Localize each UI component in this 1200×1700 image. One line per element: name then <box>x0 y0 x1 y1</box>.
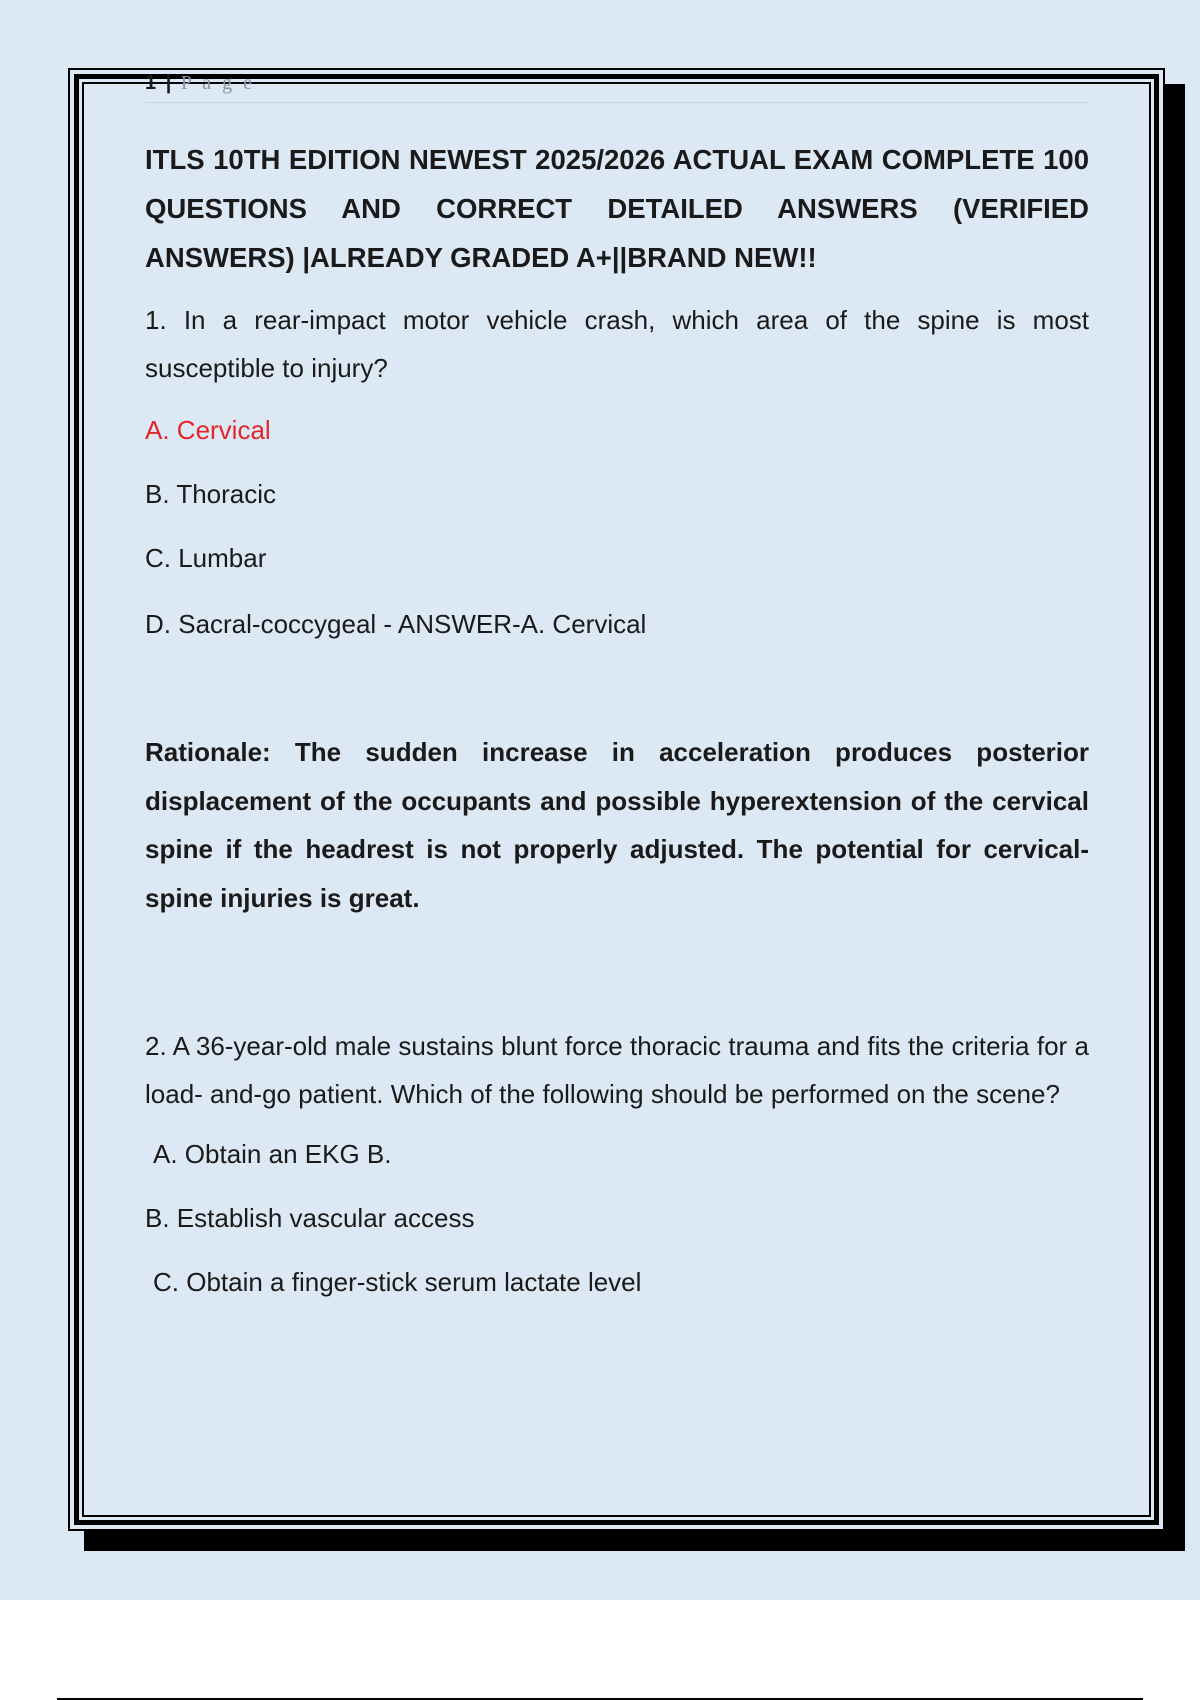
question-1-rationale: Rationale: The sudden increase in acceleration produces posterior displacement of the occupants and possible hyperextension of the cervical spine if the headrest is not properly adjusted. The potential for cervical-spine injuries is great. <box>145 737 1089 913</box>
question-1-option-b: B. Thoracic <box>145 479 277 509</box>
page-label: P a g e <box>180 72 255 94</box>
question-2-option-a: A. Obtain an EKG B. <box>153 1139 392 1169</box>
page-number: 1 <box>145 72 159 94</box>
question-1-option-d: D. Sacral-coccygeal - ANSWER-A. Cervical <box>145 609 647 639</box>
question-1-option-a: A. Cervical <box>145 415 271 445</box>
document-title: ITLS 10TH EDITION NEWEST 2025/2026 ACTUAL EXAM COMPLETE 100 QUESTIONS AND CORRECT DETAILED ANSWERS (VERIFIED ANSWERS) |ALREADY GRADED A+||BRAND NEW!! <box>145 144 1089 273</box>
question-2-option-c: C. Obtain a finger-stick serum lactate level <box>153 1267 642 1297</box>
document-content <box>145 70 1089 1300</box>
question-2-text: 2. A 36-year-old male sustains blunt force thoracic trauma and fits the criteria for a load- and-go patient. Which of the following should be performed on the scene? <box>145 1031 1089 1109</box>
question-1-option-c: C. Lumbar <box>145 543 267 573</box>
question-2-option-b: B. Establish vascular access <box>145 1203 475 1233</box>
page-separator: | <box>165 72 174 94</box>
question-1-text: 1. In a rear-impact motor vehicle crash, which area of the spine is most susceptible to injury? <box>145 305 1089 383</box>
page-header <box>145 70 1089 103</box>
